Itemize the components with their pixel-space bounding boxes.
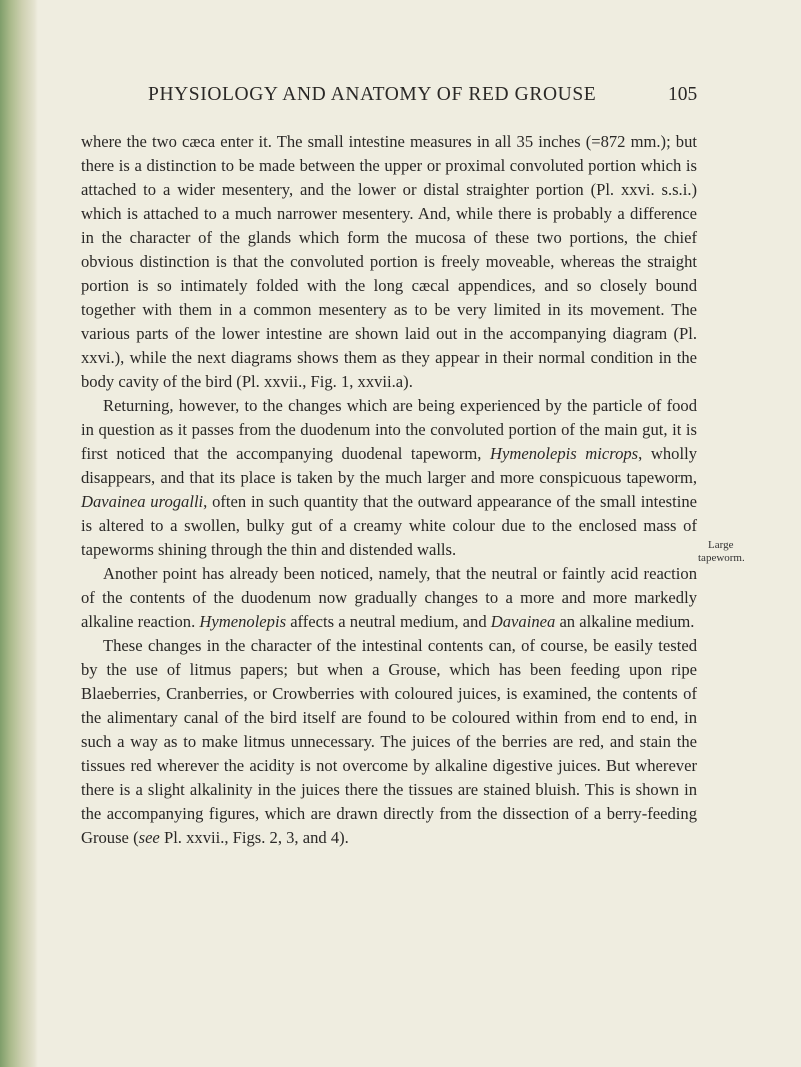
paragraph-2-text-b: , wholly disappears, and that its place is taken by the much larger and more conspicuous tapeworm, [81, 444, 697, 487]
paragraph-1: where the two cæca enter it. The small intestine measures in all 35 inches (=872 mm.); but there is a distinction to be made between the upper or proximal convoluted portion which is attached to a wider mesentery, and the lower or distal straighter portion (Pl. xxvi. s.s.i.) which is attached to a much narrower mesentery. And, while there is probably a difference in the character of the glands which form the mucosa of these two portions, the chief obvious distinction is that the convoluted portion is freely moveable, whereas the straight portion is so intimately folded with the long cæcal appendices, and so closely bound together with them in a common mesentery as to be very limited in its movement. The various parts of the lower intestine are shown laid out in the accompanying diagram (Pl. xxvi.), while the next diagrams shows them as they appear in their normal condition in the body cavity of the bird (Pl. xxvii., Fig. 1, xxvii.a). [81, 132, 697, 391]
page-number: 105 [668, 84, 698, 105]
paragraph-4-text-b: Pl. xxvii., Figs. 2, 3, and 4). [159, 828, 349, 847]
species-name-davainea-urogalli: Davainea urogalli [81, 492, 204, 511]
paragraph-3-text-a: Another point has already been noticed, namely, that the neutral or faintly acid reaction of the contents of the duodenum now gradually changes to a more and more markedly alkaline reaction. [81, 564, 697, 631]
page-gutter-shadow [0, 0, 38, 1067]
running-title: PHYSIOLOGY AND ANATOMY OF RED GROUSE [148, 84, 597, 105]
genus-name-hymenolepis: Hymenolepis [199, 612, 287, 631]
margin-note-line-2: tapeworm. [698, 552, 745, 564]
paragraph-4 [81, 634, 697, 850]
genus-name-davainea: Davainea [490, 612, 556, 631]
paragraph-3-text-c: an alkaline medium. [555, 612, 695, 631]
margin-note-line-1: Large [708, 539, 734, 551]
paragraph-2-text-c: , often in such quantity that the outward appearance of the small intestine is altered to a swollen, bulky gut of a creamy white colour due to the enclosed mass of tapeworms shining through the thin and distended walls. [81, 492, 697, 559]
see-reference: see [138, 828, 160, 847]
paragraph-2 [81, 394, 697, 562]
species-name-hymenolepis-microps: Hymenolepis microps [490, 444, 639, 463]
paragraph-2-text-a: Returning, however, to the changes which are being experienced by the particle of food in question as it passes from the duodenum into the convoluted portion of the main gut, it is first noticed that the accompanying duodenal tapeworm, [81, 396, 697, 463]
body-text [81, 130, 697, 850]
paragraph-3 [81, 562, 697, 634]
paragraph-4-text-a: These changes in the character of the intestinal contents can, of course, be easily tested by the use of litmus papers; but when a Grouse, which has been feeding upon ripe Blaeberries, Cranberries, or Crowberries with coloured juices, is examined, the contents of the alimentary canal of the bird itself are found to be coloured within from end to end, in such a way as to make litmus unnecessary. The juices of the berries are red, and stain the tissues red wherever the acidity is not overcome by alkaline digestive juices. But wherever there is a slight alkalinity in the juices there the tissues are stained bluish. This is shown in the accompanying figures, which are drawn directly from the dissection of a berry-feeding Grouse ( [81, 636, 697, 847]
paragraph-3-text-b: affects a neutral medium, and [286, 612, 491, 631]
